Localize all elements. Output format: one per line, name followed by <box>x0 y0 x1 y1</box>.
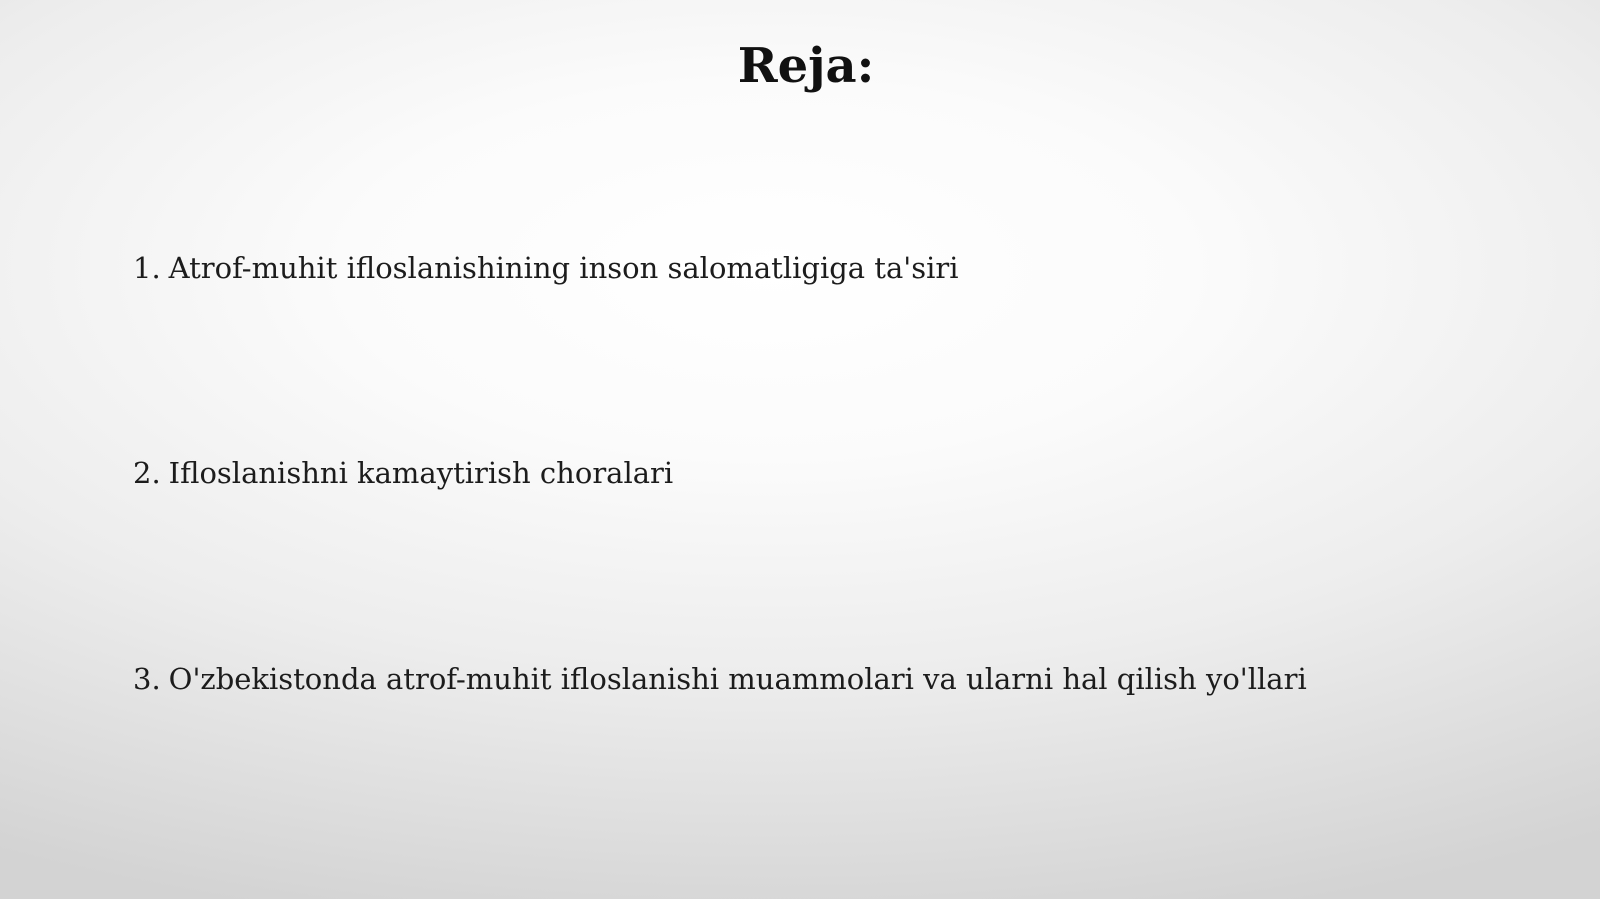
plan-item-number: 2. <box>133 456 161 490</box>
plan-item-number: 1. <box>133 251 161 285</box>
slide-title: Reja: <box>737 38 875 94</box>
plan-item-number: 3. <box>133 662 161 696</box>
plan-item-1 <box>133 251 959 286</box>
plan-item-text: Atrof-muhit ifloslanishining inson salomatligiga ta'siri <box>168 251 959 285</box>
plan-item-2 <box>133 456 673 491</box>
plan-item-text: Ifloslanishni kamaytirish choralari <box>168 456 674 490</box>
plan-item-text: O'zbekistonda atrof-muhit ifloslanishi muammolari va ularni hal qilish yo'llari <box>168 662 1307 696</box>
plan-item-3 <box>133 662 1307 697</box>
